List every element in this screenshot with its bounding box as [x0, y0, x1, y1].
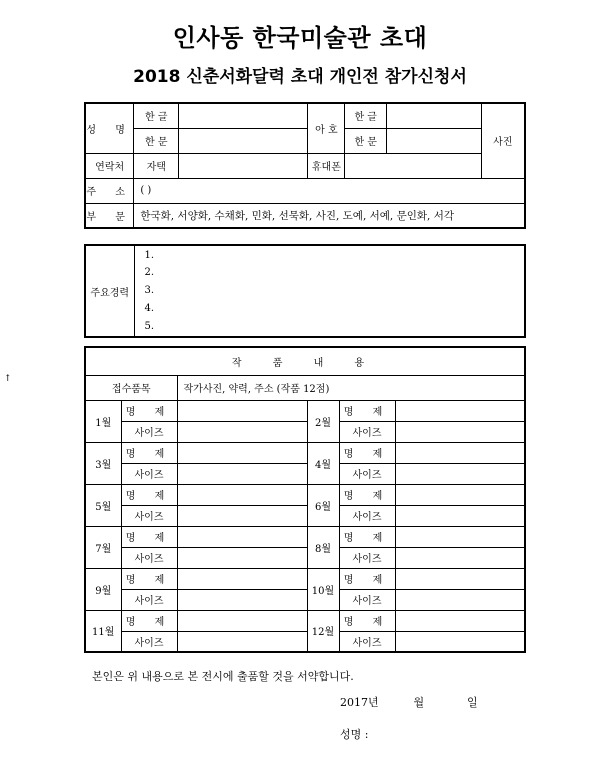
work-title-field[interactable]	[177, 610, 307, 631]
work-size-field[interactable]	[177, 463, 307, 484]
work-size-label: 사이즈	[339, 421, 395, 442]
work-title-field[interactable]	[177, 484, 307, 505]
margin-mark: ↑	[4, 374, 12, 384]
month-label: 6월	[307, 484, 339, 526]
page-title: 인사동 한국미술관 초대	[172, 24, 428, 52]
category-options[interactable]: 한국화, 서양화, 수채화, 민화, 선묵화, 사진, 도예, 서예, 문인화, 서각	[134, 203, 525, 228]
work-size-field[interactable]	[177, 547, 307, 568]
work-title-field[interactable]	[395, 610, 525, 631]
work-size-label: 사이즈	[121, 421, 177, 442]
work-size-field[interactable]	[177, 631, 307, 652]
work-size-field[interactable]	[395, 547, 525, 568]
work-size-field[interactable]	[177, 589, 307, 610]
pen-name-hanmun-field[interactable]	[387, 128, 482, 153]
work-title-label: 명 제	[339, 568, 395, 589]
works-header: 작 품 내 용	[85, 347, 525, 375]
work-size-field[interactable]	[395, 505, 525, 526]
address-field[interactable]: ( )	[134, 178, 525, 203]
work-size-field[interactable]	[395, 463, 525, 484]
work-size-label: 사이즈	[339, 547, 395, 568]
name-label: 성 명	[85, 103, 134, 153]
career-list[interactable]	[134, 245, 525, 337]
work-size-field[interactable]	[177, 505, 307, 526]
receipt-label: 접수품목	[85, 375, 177, 400]
work-size-label: 사이즈	[121, 463, 177, 484]
date-day[interactable]: 일	[467, 696, 478, 709]
page-subtitle: 2018 신춘서화달력 초대 개인전 참가신청서	[133, 67, 467, 87]
work-title-label: 명 제	[121, 442, 177, 463]
signature-line[interactable]: 성명 :	[340, 728, 369, 741]
name-hanmun-label: 한 문	[134, 128, 179, 153]
home-phone-label: 자택	[134, 153, 179, 178]
work-title-field[interactable]	[177, 568, 307, 589]
pen-name-label: 아 호	[308, 103, 345, 153]
month-label: 1월	[85, 400, 121, 442]
works-rows	[85, 400, 525, 652]
work-title-label: 명 제	[339, 442, 395, 463]
work-title-field[interactable]	[395, 484, 525, 505]
photo-box[interactable]: 사진	[481, 103, 525, 178]
career-label: 주요경력	[85, 245, 134, 337]
work-size-label: 사이즈	[121, 547, 177, 568]
home-phone-field[interactable]	[179, 153, 308, 178]
career-item: 1.	[144, 249, 155, 261]
date-line	[340, 694, 478, 710]
work-size-field[interactable]	[395, 631, 525, 652]
month-label: 10월	[307, 568, 339, 610]
address-label: 주 소	[85, 178, 134, 203]
month-label: 7월	[85, 526, 121, 568]
career-item: 5.	[144, 320, 155, 332]
work-title-field[interactable]	[395, 568, 525, 589]
works-table	[84, 346, 526, 653]
work-title-label: 명 제	[339, 484, 395, 505]
pen-name-hanmun-label: 한 문	[345, 128, 387, 153]
work-size-field[interactable]	[177, 421, 307, 442]
month-label: 8월	[307, 526, 339, 568]
work-title-label: 명 제	[121, 484, 177, 505]
mobile-label: 휴대폰	[308, 153, 345, 178]
pen-name-hangul-field[interactable]	[387, 103, 482, 128]
month-label: 4월	[307, 442, 339, 484]
name-hangul-field[interactable]	[179, 103, 308, 128]
work-title-label: 명 제	[121, 568, 177, 589]
work-size-field[interactable]	[395, 421, 525, 442]
career-table	[84, 244, 526, 338]
work-size-label: 사이즈	[121, 631, 177, 652]
month-label: 5월	[85, 484, 121, 526]
work-title-label: 명 제	[121, 610, 177, 631]
work-title-field[interactable]	[177, 400, 307, 421]
contact-label: 연락처	[85, 153, 134, 178]
pen-name-hangul-label: 한 글	[345, 103, 387, 128]
month-label: 11월	[85, 610, 121, 652]
name-hanmun-field[interactable]	[179, 128, 308, 153]
pledge-text: 본인은 위 내용으로 본 전시에 출품할 것을 서약합니다.	[92, 670, 354, 683]
work-title-label: 명 제	[339, 610, 395, 631]
work-title-label: 명 제	[339, 400, 395, 421]
receipt-value: 작가사진, 약력, 주소 (작품 12점)	[177, 375, 525, 400]
applicant-table	[84, 102, 526, 229]
work-title-field[interactable]	[395, 442, 525, 463]
work-size-field[interactable]	[395, 589, 525, 610]
career-item: 2.	[144, 267, 155, 279]
date-year[interactable]: 2017년	[340, 696, 379, 709]
career-item: 4.	[144, 302, 155, 314]
month-label: 12월	[307, 610, 339, 652]
mobile-field[interactable]	[345, 153, 481, 178]
work-title-field[interactable]	[177, 526, 307, 547]
name-hangul-label: 한 글	[134, 103, 179, 128]
work-title-label: 명 제	[121, 400, 177, 421]
work-title-field[interactable]	[395, 526, 525, 547]
work-size-label: 사이즈	[339, 589, 395, 610]
month-label: 3월	[85, 442, 121, 484]
month-label: 9월	[85, 568, 121, 610]
work-size-label: 사이즈	[339, 463, 395, 484]
category-label: 부 문	[85, 203, 134, 228]
work-title-field[interactable]	[177, 442, 307, 463]
work-title-field[interactable]	[395, 400, 525, 421]
work-size-label: 사이즈	[339, 505, 395, 526]
career-item: 3.	[144, 285, 155, 297]
work-title-label: 명 제	[339, 526, 395, 547]
work-size-label: 사이즈	[121, 505, 177, 526]
work-title-label: 명 제	[121, 526, 177, 547]
month-label: 2월	[307, 400, 339, 442]
work-size-label: 사이즈	[339, 631, 395, 652]
work-size-label: 사이즈	[121, 589, 177, 610]
date-month[interactable]: 월	[413, 696, 425, 709]
